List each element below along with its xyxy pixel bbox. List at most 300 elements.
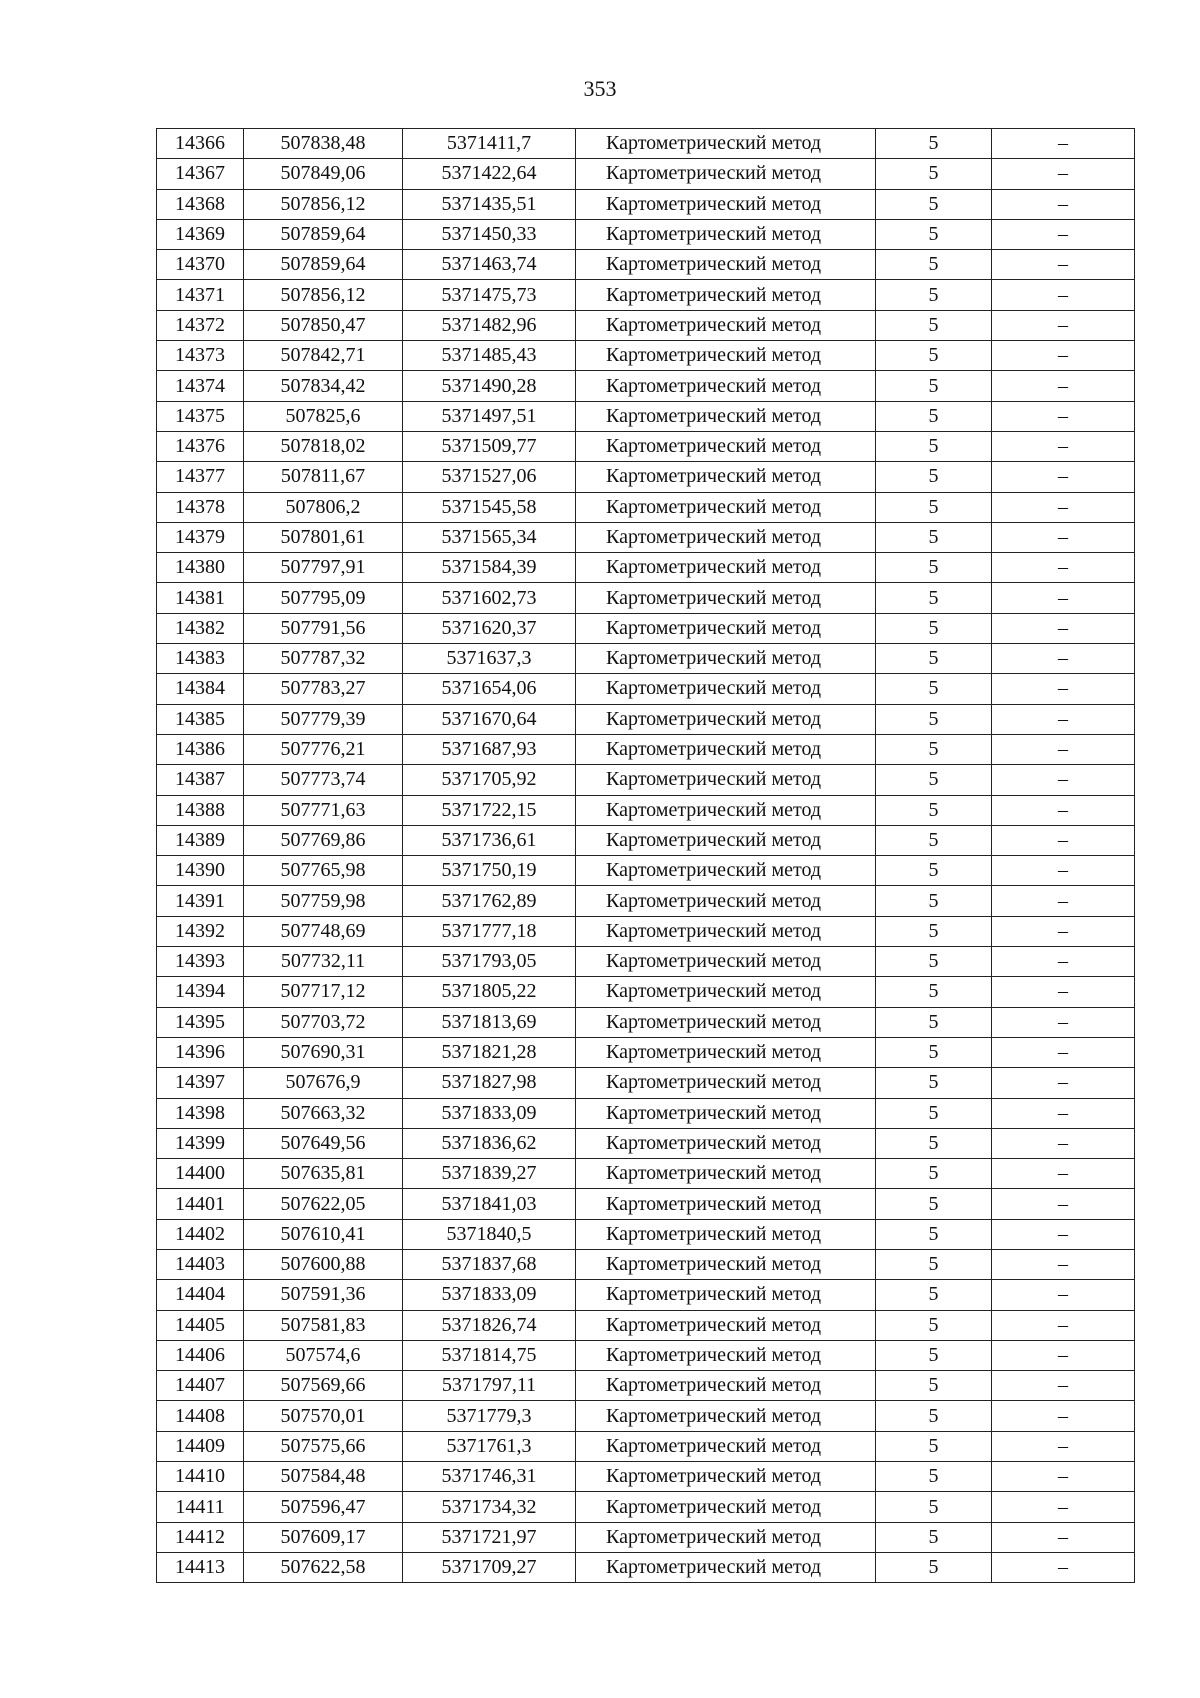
cell-method: Картометрический метод: [576, 856, 876, 886]
cell-method: Картометрический метод: [576, 1371, 876, 1401]
cell-accuracy: 5: [876, 280, 992, 310]
cell-point-number: 14383: [157, 644, 244, 674]
cell-point-number: 14390: [157, 856, 244, 886]
cell-note: –: [992, 341, 1135, 371]
cell-method: Картометрический метод: [576, 310, 876, 340]
cell-coord-x: 507622,05: [244, 1189, 403, 1219]
cell-accuracy: 5: [876, 341, 992, 371]
cell-coord-y: 5371836,62: [403, 1128, 576, 1158]
cell-point-number: 14369: [157, 219, 244, 249]
cell-accuracy: 5: [876, 1037, 992, 1067]
cell-point-number: 14401: [157, 1189, 244, 1219]
cell-coord-y: 5371654,06: [403, 674, 576, 704]
table-row: [157, 341, 1135, 371]
table-row: [157, 825, 1135, 855]
cell-note: –: [992, 1068, 1135, 1098]
cell-method: Картометрический метод: [576, 977, 876, 1007]
table-row: [157, 250, 1135, 280]
cell-coord-y: 5371805,22: [403, 977, 576, 1007]
cell-note: –: [992, 1401, 1135, 1431]
cell-coord-x: 507663,32: [244, 1098, 403, 1128]
cell-point-number: 14399: [157, 1128, 244, 1158]
cell-accuracy: 5: [876, 1159, 992, 1189]
cell-coord-x: 507797,91: [244, 553, 403, 583]
cell-method: Картометрический метод: [576, 1068, 876, 1098]
cell-point-number: 14372: [157, 310, 244, 340]
cell-coord-x: 507818,02: [244, 431, 403, 461]
cell-point-number: 14389: [157, 825, 244, 855]
cell-method: Картометрический метод: [576, 219, 876, 249]
cell-method: Картометрический метод: [576, 401, 876, 431]
cell-point-number: 14411: [157, 1492, 244, 1522]
cell-accuracy: 5: [876, 189, 992, 219]
cell-note: –: [992, 522, 1135, 552]
cell-point-number: 14377: [157, 462, 244, 492]
cell-coord-x: 507834,42: [244, 371, 403, 401]
cell-point-number: 14378: [157, 492, 244, 522]
cell-accuracy: 5: [876, 250, 992, 280]
cell-coord-y: 5371602,73: [403, 583, 576, 613]
cell-coord-x: 507779,39: [244, 704, 403, 734]
cell-coord-x: 507569,66: [244, 1371, 403, 1401]
cell-method: Картометрический метод: [576, 1219, 876, 1249]
cell-method: Картометрический метод: [576, 947, 876, 977]
cell-accuracy: 5: [876, 553, 992, 583]
cell-method: Картометрический метод: [576, 250, 876, 280]
cell-method: Картометрический метод: [576, 492, 876, 522]
cell-note: –: [992, 1280, 1135, 1310]
cell-coord-x: 507748,69: [244, 916, 403, 946]
cell-point-number: 14375: [157, 401, 244, 431]
cell-coord-y: 5371721,97: [403, 1522, 576, 1552]
table-row: [157, 916, 1135, 946]
cell-method: Картометрический метод: [576, 734, 876, 764]
cell-note: –: [992, 462, 1135, 492]
cell-accuracy: 5: [876, 795, 992, 825]
cell-note: –: [992, 825, 1135, 855]
cell-coord-x: 507622,58: [244, 1552, 403, 1582]
cell-method: Картометрический метод: [576, 1037, 876, 1067]
cell-accuracy: 5: [876, 1310, 992, 1340]
cell-point-number: 14382: [157, 613, 244, 643]
table-row: [157, 583, 1135, 613]
cell-note: –: [992, 219, 1135, 249]
cell-coord-x: 507591,36: [244, 1280, 403, 1310]
table-row: [157, 644, 1135, 674]
cell-method: Картометрический метод: [576, 886, 876, 916]
cell-coord-x: 507581,83: [244, 1310, 403, 1340]
table-row: [157, 1552, 1135, 1582]
cell-note: –: [992, 401, 1135, 431]
cell-method: Картометрический метод: [576, 431, 876, 461]
cell-point-number: 14380: [157, 553, 244, 583]
cell-accuracy: 5: [876, 310, 992, 340]
cell-accuracy: 5: [876, 219, 992, 249]
cell-accuracy: 5: [876, 462, 992, 492]
cell-coord-x: 507570,01: [244, 1401, 403, 1431]
table-row: [157, 553, 1135, 583]
cell-coord-y: 5371762,89: [403, 886, 576, 916]
cell-method: Картометрический метод: [576, 583, 876, 613]
table-row: [157, 1037, 1135, 1067]
cell-accuracy: 5: [876, 734, 992, 764]
cell-method: Картометрический метод: [576, 795, 876, 825]
cell-point-number: 14379: [157, 522, 244, 552]
cell-method: Картометрический метод: [576, 129, 876, 159]
cell-coord-y: 5371793,05: [403, 947, 576, 977]
cell-note: –: [992, 189, 1135, 219]
cell-coord-x: 507600,88: [244, 1249, 403, 1279]
cell-coord-y: 5371422,64: [403, 159, 576, 189]
table-row: [157, 1219, 1135, 1249]
cell-coord-x: 507850,47: [244, 310, 403, 340]
table-row: [157, 1159, 1135, 1189]
cell-note: –: [992, 765, 1135, 795]
cell-accuracy: 5: [876, 916, 992, 946]
cell-coord-x: 507791,56: [244, 613, 403, 643]
cell-note: –: [992, 1159, 1135, 1189]
cell-coord-y: 5371463,74: [403, 250, 576, 280]
cell-method: Картометрический метод: [576, 341, 876, 371]
cell-method: Картометрический метод: [576, 1492, 876, 1522]
table-row: [157, 1128, 1135, 1158]
cell-note: –: [992, 1037, 1135, 1067]
table-row: [157, 492, 1135, 522]
cell-accuracy: 5: [876, 674, 992, 704]
cell-coord-y: 5371475,73: [403, 280, 576, 310]
table-row: [157, 1007, 1135, 1037]
cell-coord-y: 5371797,11: [403, 1371, 576, 1401]
cell-coord-y: 5371722,15: [403, 795, 576, 825]
cell-coord-x: 507635,81: [244, 1159, 403, 1189]
cell-accuracy: 5: [876, 159, 992, 189]
cell-coord-y: 5371565,34: [403, 522, 576, 552]
cell-coord-y: 5371736,61: [403, 825, 576, 855]
cell-coord-y: 5371761,3: [403, 1431, 576, 1461]
cell-method: Картометрический метод: [576, 1098, 876, 1128]
cell-note: –: [992, 371, 1135, 401]
cell-point-number: 14393: [157, 947, 244, 977]
cell-coord-x: 507610,41: [244, 1219, 403, 1249]
table-row: [157, 1522, 1135, 1552]
cell-method: Картометрический метод: [576, 916, 876, 946]
cell-accuracy: 5: [876, 1431, 992, 1461]
cell-coord-y: 5371450,33: [403, 219, 576, 249]
cell-point-number: 14394: [157, 977, 244, 1007]
table-row: [157, 1431, 1135, 1461]
table-row: [157, 129, 1135, 159]
table-row: [157, 1310, 1135, 1340]
cell-coord-x: 507584,48: [244, 1462, 403, 1492]
table-row: [157, 947, 1135, 977]
cell-coord-y: 5371584,39: [403, 553, 576, 583]
cell-coord-x: 507676,9: [244, 1068, 403, 1098]
cell-accuracy: 5: [876, 1249, 992, 1279]
cell-coord-y: 5371670,64: [403, 704, 576, 734]
cell-coord-x: 507773,74: [244, 765, 403, 795]
cell-coord-x: 507575,66: [244, 1431, 403, 1461]
cell-point-number: 14405: [157, 1310, 244, 1340]
cell-coord-y: 5371435,51: [403, 189, 576, 219]
cell-point-number: 14397: [157, 1068, 244, 1098]
cell-coord-y: 5371734,32: [403, 1492, 576, 1522]
cell-method: Картометрический метод: [576, 1401, 876, 1431]
cell-coord-x: 507842,71: [244, 341, 403, 371]
cell-accuracy: 5: [876, 1007, 992, 1037]
cell-note: –: [992, 492, 1135, 522]
cell-note: –: [992, 613, 1135, 643]
cell-method: Картометрический метод: [576, 159, 876, 189]
cell-coord-y: 5371637,3: [403, 644, 576, 674]
cell-method: Картометрический метод: [576, 1007, 876, 1037]
cell-accuracy: 5: [876, 1128, 992, 1158]
cell-coord-y: 5371709,27: [403, 1552, 576, 1582]
cell-accuracy: 5: [876, 431, 992, 461]
cell-note: –: [992, 1552, 1135, 1582]
table-row: [157, 310, 1135, 340]
cell-coord-x: 507856,12: [244, 189, 403, 219]
cell-point-number: 14376: [157, 431, 244, 461]
cell-point-number: 14396: [157, 1037, 244, 1067]
cell-note: –: [992, 947, 1135, 977]
cell-coord-y: 5371482,96: [403, 310, 576, 340]
cell-point-number: 14385: [157, 704, 244, 734]
cell-coord-y: 5371411,7: [403, 129, 576, 159]
cell-note: –: [992, 795, 1135, 825]
cell-method: Картометрический метод: [576, 1340, 876, 1370]
cell-accuracy: 5: [876, 1068, 992, 1098]
cell-note: –: [992, 1128, 1135, 1158]
table-row: [157, 765, 1135, 795]
cell-coord-x: 507849,06: [244, 159, 403, 189]
table-row: [157, 280, 1135, 310]
cell-note: –: [992, 431, 1135, 461]
cell-coord-x: 507783,27: [244, 674, 403, 704]
cell-accuracy: 5: [876, 765, 992, 795]
table-row: [157, 1280, 1135, 1310]
cell-method: Картометрический метод: [576, 522, 876, 552]
cell-accuracy: 5: [876, 886, 992, 916]
cell-note: –: [992, 1007, 1135, 1037]
cell-accuracy: 5: [876, 1552, 992, 1582]
cell-note: –: [992, 1098, 1135, 1128]
cell-point-number: 14400: [157, 1159, 244, 1189]
cell-method: Картометрический метод: [576, 462, 876, 492]
cell-coord-x: 507811,67: [244, 462, 403, 492]
cell-coord-y: 5371705,92: [403, 765, 576, 795]
cell-note: –: [992, 1189, 1135, 1219]
cell-coord-x: 507825,6: [244, 401, 403, 431]
cell-accuracy: 5: [876, 1340, 992, 1370]
cell-point-number: 14409: [157, 1431, 244, 1461]
cell-point-number: 14366: [157, 129, 244, 159]
table-row: [157, 704, 1135, 734]
cell-accuracy: 5: [876, 856, 992, 886]
cell-coord-y: 5371527,06: [403, 462, 576, 492]
table-row: [157, 886, 1135, 916]
table-row: [157, 856, 1135, 886]
cell-coord-y: 5371833,09: [403, 1280, 576, 1310]
cell-coord-y: 5371833,09: [403, 1098, 576, 1128]
cell-accuracy: 5: [876, 583, 992, 613]
cell-note: –: [992, 734, 1135, 764]
cell-coord-y: 5371750,19: [403, 856, 576, 886]
cell-coord-x: 507609,17: [244, 1522, 403, 1552]
cell-point-number: 14403: [157, 1249, 244, 1279]
cell-note: –: [992, 977, 1135, 1007]
cell-method: Картометрический метод: [576, 1552, 876, 1582]
cell-point-number: 14388: [157, 795, 244, 825]
cell-accuracy: 5: [876, 522, 992, 552]
cell-coord-x: 507759,98: [244, 886, 403, 916]
table-row: [157, 1249, 1135, 1279]
cell-point-number: 14391: [157, 886, 244, 916]
cell-coord-x: 507787,32: [244, 644, 403, 674]
cell-coord-y: 5371687,93: [403, 734, 576, 764]
cell-accuracy: 5: [876, 613, 992, 643]
cell-method: Картометрический метод: [576, 1159, 876, 1189]
cell-coord-y: 5371545,58: [403, 492, 576, 522]
table-row: [157, 219, 1135, 249]
cell-coord-x: 507859,64: [244, 219, 403, 249]
cell-point-number: 14368: [157, 189, 244, 219]
table-row: [157, 431, 1135, 461]
table-row: [157, 1401, 1135, 1431]
cell-method: Картометрический метод: [576, 1431, 876, 1461]
cell-point-number: 14412: [157, 1522, 244, 1552]
cell-accuracy: 5: [876, 1522, 992, 1552]
cell-coord-x: 507574,6: [244, 1340, 403, 1370]
cell-point-number: 14387: [157, 765, 244, 795]
cell-accuracy: 5: [876, 1462, 992, 1492]
cell-coord-y: 5371827,98: [403, 1068, 576, 1098]
cell-accuracy: 5: [876, 977, 992, 1007]
cell-note: –: [992, 674, 1135, 704]
cell-coord-y: 5371841,03: [403, 1189, 576, 1219]
cell-note: –: [992, 250, 1135, 280]
cell-coord-y: 5371837,68: [403, 1249, 576, 1279]
cell-point-number: 14410: [157, 1462, 244, 1492]
cell-point-number: 14398: [157, 1098, 244, 1128]
cell-note: –: [992, 553, 1135, 583]
cell-coord-x: 507801,61: [244, 522, 403, 552]
cell-coord-x: 507838,48: [244, 129, 403, 159]
cell-note: –: [992, 1522, 1135, 1552]
cell-accuracy: 5: [876, 1492, 992, 1522]
table-row: [157, 371, 1135, 401]
cell-coord-y: 5371839,27: [403, 1159, 576, 1189]
cell-point-number: 14406: [157, 1340, 244, 1370]
cell-accuracy: 5: [876, 401, 992, 431]
cell-accuracy: 5: [876, 1219, 992, 1249]
cell-method: Картометрический метод: [576, 674, 876, 704]
cell-coord-y: 5371814,75: [403, 1340, 576, 1370]
cell-point-number: 14374: [157, 371, 244, 401]
cell-note: –: [992, 583, 1135, 613]
cell-method: Картометрический метод: [576, 553, 876, 583]
cell-point-number: 14371: [157, 280, 244, 310]
cell-coord-x: 507765,98: [244, 856, 403, 886]
cell-method: Картометрический метод: [576, 371, 876, 401]
cell-method: Картометрический метод: [576, 704, 876, 734]
cell-coord-x: 507776,21: [244, 734, 403, 764]
cell-point-number: 14413: [157, 1552, 244, 1582]
cell-point-number: 14373: [157, 341, 244, 371]
cell-note: –: [992, 886, 1135, 916]
cell-method: Картометрический метод: [576, 280, 876, 310]
cell-note: –: [992, 1431, 1135, 1461]
cell-accuracy: 5: [876, 644, 992, 674]
cell-coord-x: 507806,2: [244, 492, 403, 522]
table-body: [157, 129, 1135, 1583]
cell-coord-x: 507732,11: [244, 947, 403, 977]
table-row: [157, 1098, 1135, 1128]
cell-point-number: 14386: [157, 734, 244, 764]
cell-method: Картометрический метод: [576, 1310, 876, 1340]
cell-point-number: 14392: [157, 916, 244, 946]
cell-accuracy: 5: [876, 947, 992, 977]
cell-note: –: [992, 310, 1135, 340]
cell-method: Картометрический метод: [576, 1462, 876, 1492]
cell-point-number: 14407: [157, 1371, 244, 1401]
cell-method: Картометрический метод: [576, 1522, 876, 1552]
cell-accuracy: 5: [876, 1280, 992, 1310]
cell-note: –: [992, 129, 1135, 159]
cell-accuracy: 5: [876, 371, 992, 401]
cell-note: –: [992, 159, 1135, 189]
cell-coord-x: 507856,12: [244, 280, 403, 310]
table-row: [157, 159, 1135, 189]
cell-coord-y: 5371821,28: [403, 1037, 576, 1067]
cell-coord-y: 5371485,43: [403, 341, 576, 371]
cell-note: –: [992, 1310, 1135, 1340]
cell-accuracy: 5: [876, 492, 992, 522]
table-row: [157, 734, 1135, 764]
table-row: [157, 189, 1135, 219]
cell-coord-y: 5371840,5: [403, 1219, 576, 1249]
cell-note: –: [992, 644, 1135, 674]
cell-accuracy: 5: [876, 1098, 992, 1128]
cell-method: Картометрический метод: [576, 825, 876, 855]
table-row: [157, 795, 1135, 825]
cell-coord-x: 507771,63: [244, 795, 403, 825]
table-row: [157, 401, 1135, 431]
cell-point-number: 14404: [157, 1280, 244, 1310]
cell-method: Картометрический метод: [576, 1280, 876, 1310]
cell-method: Картометрический метод: [576, 613, 876, 643]
page-number: 353: [583, 76, 617, 101]
table-row: [157, 1068, 1135, 1098]
cell-note: –: [992, 916, 1135, 946]
table-row: [157, 1371, 1135, 1401]
cell-note: –: [992, 856, 1135, 886]
cell-coord-x: 507596,47: [244, 1492, 403, 1522]
cell-coord-y: 5371497,51: [403, 401, 576, 431]
cell-point-number: 14408: [157, 1401, 244, 1431]
cell-accuracy: 5: [876, 704, 992, 734]
cell-point-number: 14402: [157, 1219, 244, 1249]
cell-coord-x: 507769,86: [244, 825, 403, 855]
cell-accuracy: 5: [876, 129, 992, 159]
table-row: [157, 462, 1135, 492]
cell-coord-y: 5371813,69: [403, 1007, 576, 1037]
table-row: [157, 1340, 1135, 1370]
cell-coord-x: 507717,12: [244, 977, 403, 1007]
table-row: [157, 674, 1135, 704]
cell-point-number: 14367: [157, 159, 244, 189]
table-row: [157, 1189, 1135, 1219]
cell-coord-y: 5371779,3: [403, 1401, 576, 1431]
